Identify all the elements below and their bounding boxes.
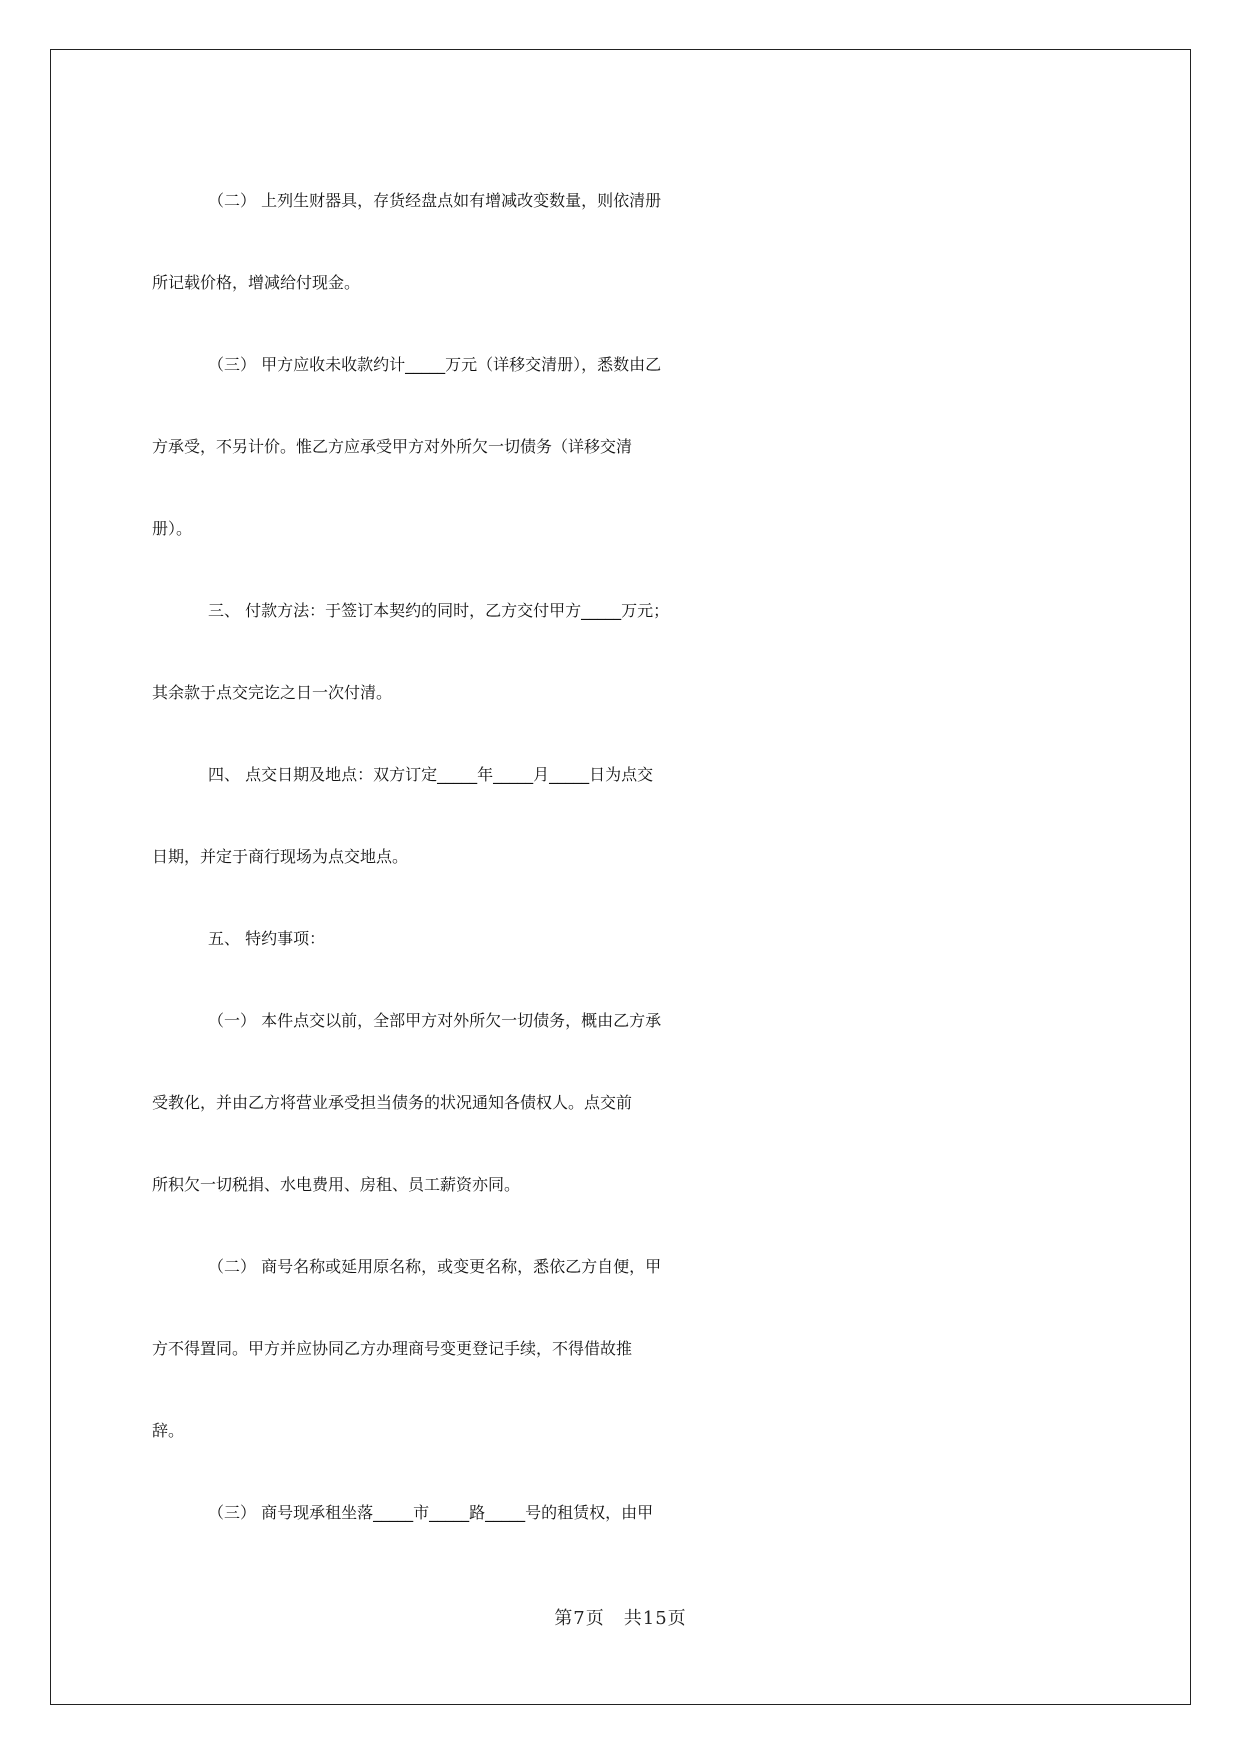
document-body: [152, 160, 1092, 1554]
page-number-footer: 第7页 共15页: [554, 1608, 687, 1629]
text-line: 三、 付款方法：于签订本契约的同时，乙方交付甲方_____万元；: [208, 601, 670, 620]
paragraph-5-3: [152, 1472, 1092, 1554]
paragraph-section-3: [152, 570, 1092, 734]
text-line: 册）。: [152, 519, 193, 538]
text-line: 辞。: [152, 1421, 185, 1440]
text-line: 受教化，并由乙方将营业承受担当债务的状况通知各债权人。点交前: [152, 1093, 633, 1112]
text-line: 所积欠一切税捐、水电费用、房租、员工薪资亦同。: [152, 1175, 521, 1194]
text-line: 其余款于点交完讫之日一次付清。: [152, 683, 393, 702]
text-line: （一） 本件点交以前，全部甲方对外所欠一切债务，概由乙方承: [208, 1011, 662, 1030]
text-line: 方不得置同。甲方并应协同乙方办理商号变更登记手续，不得借故推: [152, 1339, 633, 1358]
text-line: 四、 点交日期及地点：双方订定_____年_____月_____日为点交: [208, 765, 654, 784]
text-line: （二） 上列生财器具，存货经盘点如有增减改变数量，则依清册: [208, 191, 662, 210]
paragraph-2-2: [152, 160, 1092, 324]
paragraph-5-1: [152, 980, 1092, 1226]
text-line: 日期，并定于商行现场为点交地点。: [152, 847, 409, 866]
paragraph-section-4: [152, 734, 1092, 898]
text-line: （三） 甲方应收未收款约计_____万元（详移交清册），悉数由乙: [208, 355, 662, 374]
text-line: 方承受，不另计价。惟乙方应承受甲方对外所欠一切债务（详移交清: [152, 437, 633, 456]
paragraph-2-3: [152, 324, 1092, 570]
text-line: 所记载价格，增减给付现金。: [152, 273, 361, 292]
text-line: 五、 特约事项：: [208, 929, 326, 948]
text-line: （三） 商号现承租坐落_____市_____路_____号的租赁权，由甲: [208, 1503, 654, 1522]
paragraph-5-2: [152, 1226, 1092, 1472]
text-line: （二） 商号名称或延用原名称，或变更名称，悉依乙方自便，甲: [208, 1257, 662, 1276]
paragraph-section-5: [152, 898, 1092, 980]
